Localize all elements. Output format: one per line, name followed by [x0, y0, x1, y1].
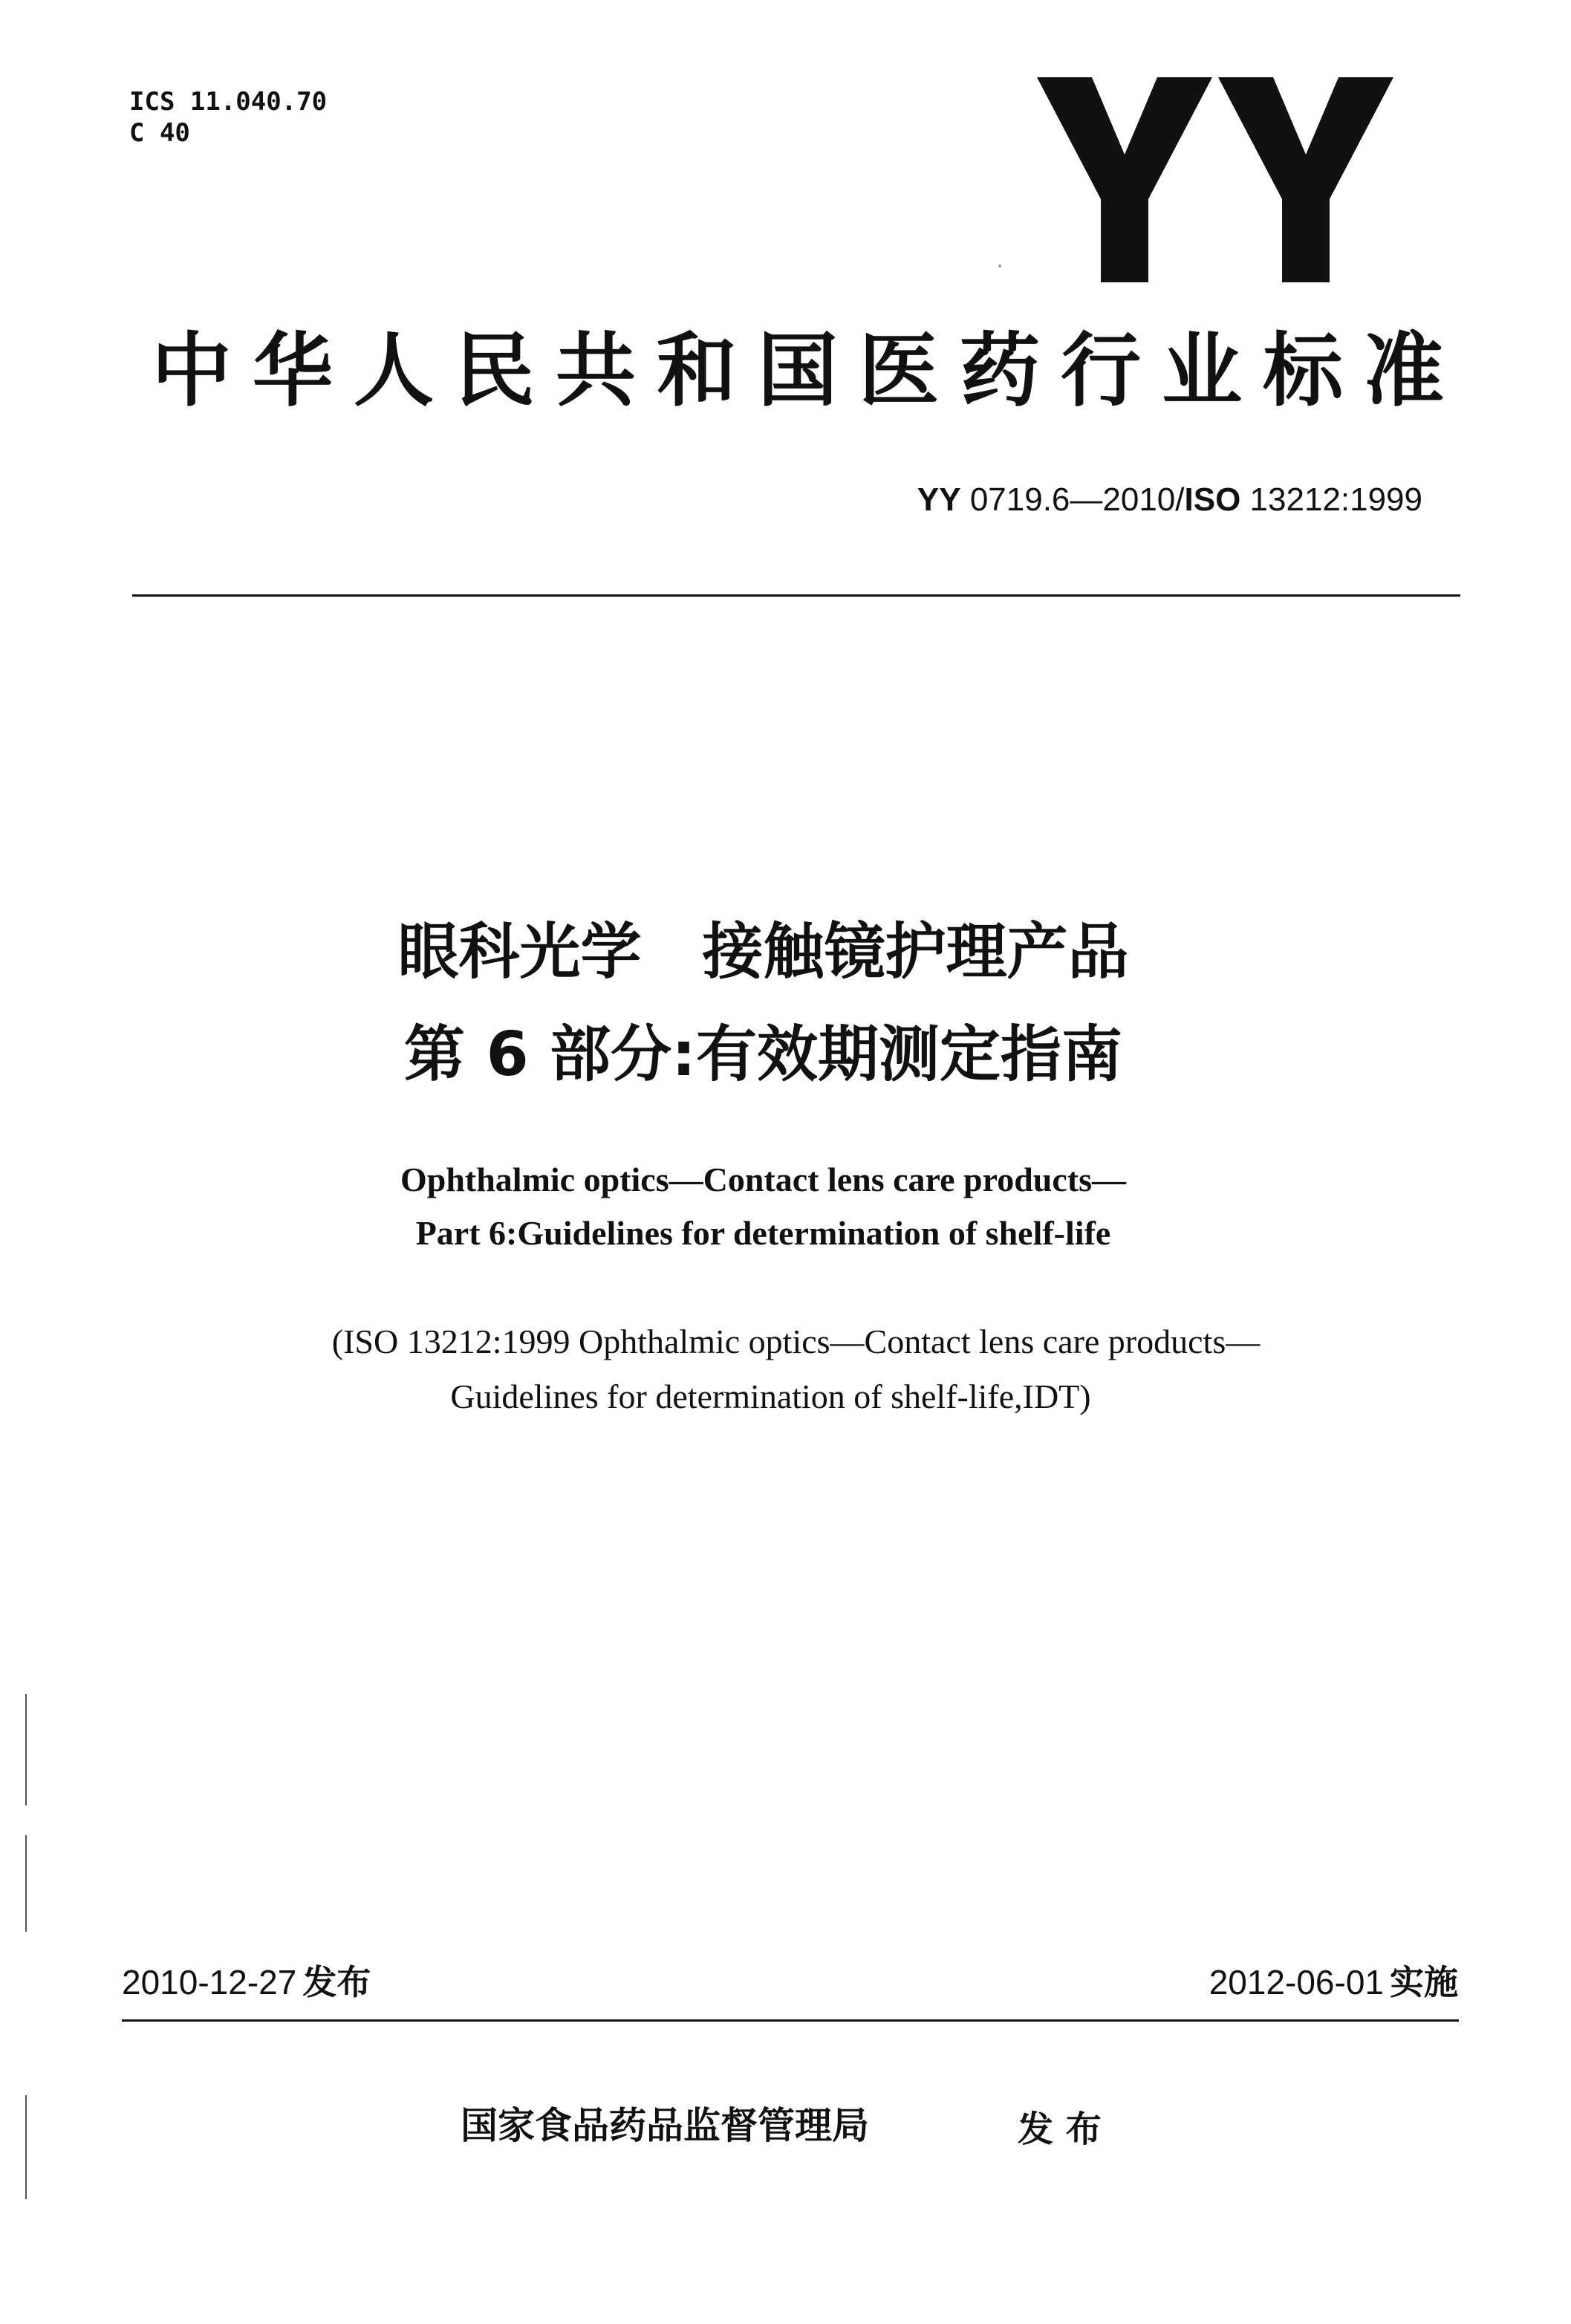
effective-date-label: 实施 [1390, 1962, 1458, 2002]
issue-date-label: 发布 [302, 1962, 371, 2002]
classification-codes [129, 86, 327, 149]
effective-date-value: 2012-06-01 [1209, 1963, 1384, 2002]
binding-edge-mark [25, 1835, 27, 1932]
issue-date-value: 2010-12-27 [122, 1963, 297, 2002]
standard-number [917, 480, 1422, 520]
publish-label: 发 布 [1018, 2109, 1102, 2150]
footer-divider [122, 2019, 1459, 2022]
iso-prefix: ISO [1184, 481, 1241, 518]
iso-reference-line-2: Guidelines for determination of shelf-life,IDT) [450, 1377, 1091, 1415]
ccs-code: C 40 [129, 118, 190, 148]
binding-edge-mark [25, 1694, 27, 1805]
publisher-name: 国家食品药品监督管理局 [461, 2104, 869, 2147]
scan-speck [998, 264, 1001, 267]
yy-logo [1037, 77, 1393, 282]
title-en-line-2: Part 6:Guidelines for determination of shelf-life [415, 1214, 1111, 1252]
title-cn-line-1: 眼科光学 接触镜护理产品 [397, 917, 1129, 987]
iso-reference-line-1: (ISO 13212:1999 Ophthalmic optics—Contact lens care products— [331, 1322, 1261, 1360]
title-cn-line-2: 第 6 部分:有效期测定指南 [404, 1019, 1122, 1090]
iso-code: 13212:1999 [1249, 481, 1422, 518]
standard-prefix: YY [917, 481, 961, 518]
binding-edge-mark [25, 2095, 27, 2199]
standard-code: 0719.6—2010/ [969, 481, 1185, 518]
issue-date [122, 1961, 371, 2003]
effective-date [1209, 1961, 1458, 2003]
ics-code: ICS 11.040.70 [129, 87, 328, 117]
title-en-line-1: Ophthalmic optics—Contact lens care products— [400, 1161, 1127, 1198]
header-divider [132, 594, 1460, 597]
standard-category-title: 中华人民共和国医药行业标准 [152, 325, 1444, 418]
